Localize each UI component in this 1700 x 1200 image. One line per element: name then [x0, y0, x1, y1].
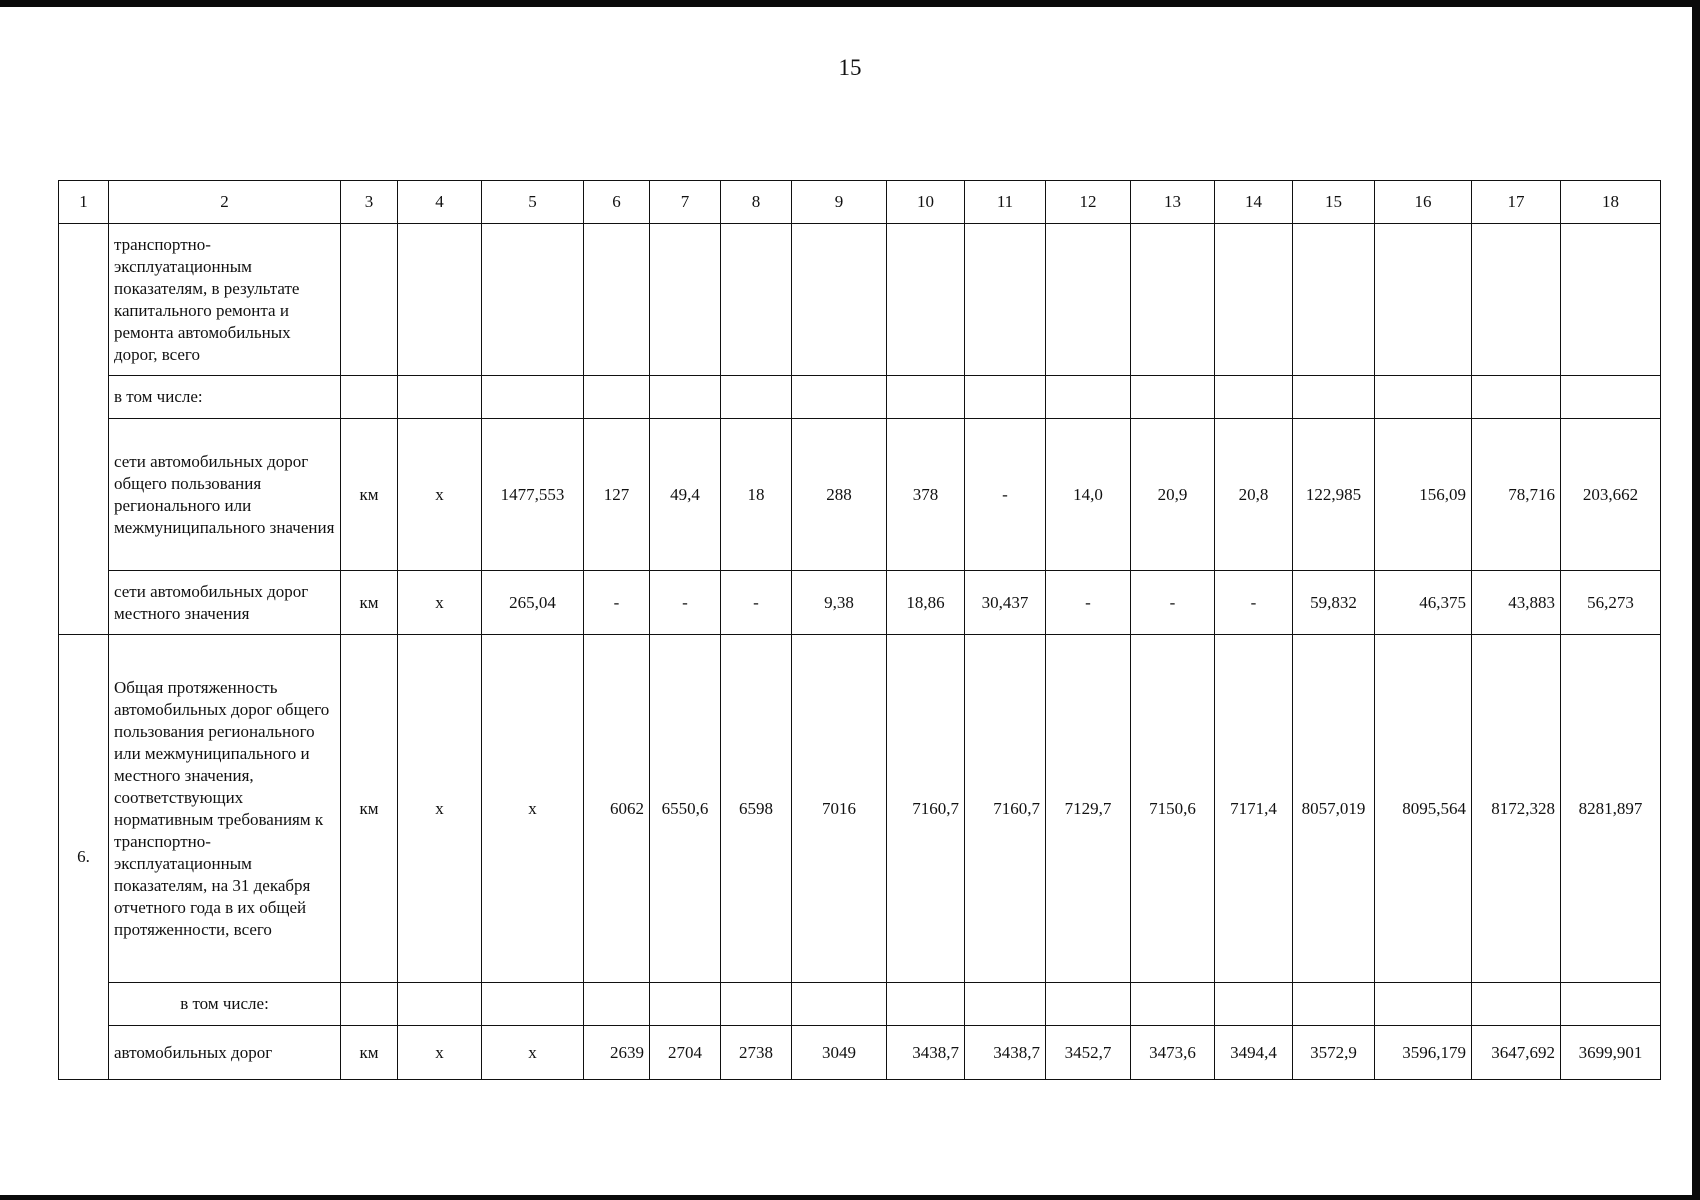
empty-cell — [398, 376, 482, 419]
value-cell: 3049 — [792, 1026, 887, 1080]
empty-cell — [965, 983, 1046, 1026]
empty-cell — [1293, 224, 1375, 376]
table-row — [59, 224, 1661, 376]
header-cell: 13 — [1131, 181, 1215, 224]
empty-cell — [792, 983, 887, 1026]
empty-cell — [1046, 376, 1131, 419]
value-cell: 56,273 — [1561, 571, 1661, 635]
value-cell: 43,883 — [1472, 571, 1561, 635]
value-cell: 156,09 — [1375, 419, 1472, 571]
value-cell: 14,0 — [1046, 419, 1131, 571]
data-table — [58, 180, 1661, 1080]
header-cell: 17 — [1472, 181, 1561, 224]
header-cell: 11 — [965, 181, 1046, 224]
value-cell: 8281,897 — [1561, 635, 1661, 983]
table-row — [59, 983, 1661, 1026]
empty-cell — [584, 376, 650, 419]
header-cell: 14 — [1215, 181, 1293, 224]
value-cell: х — [482, 635, 584, 983]
value-cell: 3494,4 — [1215, 1026, 1293, 1080]
empty-cell — [341, 983, 398, 1026]
empty-cell — [1472, 983, 1561, 1026]
empty-cell — [965, 376, 1046, 419]
empty-cell — [1215, 224, 1293, 376]
table-row — [59, 635, 1661, 983]
value-cell: 2704 — [650, 1026, 721, 1080]
empty-cell — [887, 224, 965, 376]
value-cell: 6598 — [721, 635, 792, 983]
empty-cell — [1046, 224, 1131, 376]
empty-cell — [1375, 376, 1472, 419]
value-cell: 8095,564 — [1375, 635, 1472, 983]
header-cell: 5 — [482, 181, 584, 224]
unit-cell: км — [341, 1026, 398, 1080]
value-cell: 3596,179 — [1375, 1026, 1472, 1080]
header-cell: 10 — [887, 181, 965, 224]
index-cell-empty — [59, 224, 109, 635]
value-cell: 3452,7 — [1046, 1026, 1131, 1080]
value-cell: 18 — [721, 419, 792, 571]
value-cell: 288 — [792, 419, 887, 571]
empty-cell — [398, 983, 482, 1026]
value-cell: 3572,9 — [1293, 1026, 1375, 1080]
empty-cell — [584, 224, 650, 376]
header-cell: 15 — [1293, 181, 1375, 224]
empty-cell — [792, 224, 887, 376]
table-row — [59, 1026, 1661, 1080]
header-cell: 4 — [398, 181, 482, 224]
value-cell: 7150,6 — [1131, 635, 1215, 983]
empty-cell — [792, 376, 887, 419]
value-cell: 7016 — [792, 635, 887, 983]
header-cell: 9 — [792, 181, 887, 224]
row-description: сети автомобильных дорог местного значения — [109, 571, 341, 635]
value-cell: 46,375 — [1375, 571, 1472, 635]
value-cell: х — [398, 1026, 482, 1080]
header-cell: 18 — [1561, 181, 1661, 224]
value-cell: 6550,6 — [650, 635, 721, 983]
row-index: 6. — [59, 635, 109, 1080]
value-cell: 378 — [887, 419, 965, 571]
empty-cell — [341, 224, 398, 376]
empty-cell — [1561, 983, 1661, 1026]
empty-cell — [1131, 224, 1215, 376]
value-cell: 20,9 — [1131, 419, 1215, 571]
empty-cell — [1472, 224, 1561, 376]
header-cell: 7 — [650, 181, 721, 224]
value-cell: 1477,553 — [482, 419, 584, 571]
value-cell: - — [965, 419, 1046, 571]
empty-cell — [1293, 376, 1375, 419]
row-description: транспортно-эксплуатационным показателям, в результате капитального ремонта и ремонта автомобильных дорог, всего — [109, 224, 341, 376]
value-cell: 7129,7 — [1046, 635, 1131, 983]
table-row — [59, 419, 1661, 571]
empty-cell — [721, 376, 792, 419]
value-cell: 78,716 — [1472, 419, 1561, 571]
header-cell: 1 — [59, 181, 109, 224]
value-cell: 7171,4 — [1215, 635, 1293, 983]
value-cell: х — [398, 419, 482, 571]
value-cell: 3473,6 — [1131, 1026, 1215, 1080]
empty-cell — [1046, 983, 1131, 1026]
value-cell: - — [1131, 571, 1215, 635]
value-cell: 18,86 — [887, 571, 965, 635]
table-row — [59, 376, 1661, 419]
row-description: в том числе: — [109, 376, 341, 419]
header-row — [59, 181, 1661, 224]
empty-cell — [1293, 983, 1375, 1026]
value-cell: 127 — [584, 419, 650, 571]
header-cell: 8 — [721, 181, 792, 224]
value-cell: 3647,692 — [1472, 1026, 1561, 1080]
value-cell: 2639 — [584, 1026, 650, 1080]
header-cell: 3 — [341, 181, 398, 224]
row-description: Общая протяженность автомобильных дорог общего пользования регионального или межмуниципального и местного значения, соответствующих нормативным требованиям к транспортно-эксплуатационным показателям, на 31 декабря отчетного года в их общей протяженности, всего — [109, 635, 341, 983]
unit-cell: км — [341, 635, 398, 983]
empty-cell — [1561, 224, 1661, 376]
empty-cell — [887, 983, 965, 1026]
empty-cell — [341, 376, 398, 419]
value-cell: 20,8 — [1215, 419, 1293, 571]
value-cell: - — [1046, 571, 1131, 635]
empty-cell — [1131, 376, 1215, 419]
empty-cell — [1131, 983, 1215, 1026]
value-cell: 203,662 — [1561, 419, 1661, 571]
scan-border-right — [1692, 0, 1700, 1200]
scan-border-bottom — [0, 1195, 1700, 1200]
empty-cell — [1215, 376, 1293, 419]
value-cell: 7160,7 — [965, 635, 1046, 983]
header-cell: 16 — [1375, 181, 1472, 224]
value-cell: - — [721, 571, 792, 635]
header-cell: 6 — [584, 181, 650, 224]
table-row — [59, 571, 1661, 635]
value-cell: 8057,019 — [1293, 635, 1375, 983]
row-description: автомобильных дорог — [109, 1026, 341, 1080]
value-cell: 30,437 — [965, 571, 1046, 635]
value-cell: 9,38 — [792, 571, 887, 635]
empty-cell — [721, 224, 792, 376]
value-cell: 2738 — [721, 1026, 792, 1080]
unit-cell: км — [341, 571, 398, 635]
empty-cell — [398, 224, 482, 376]
value-cell: - — [584, 571, 650, 635]
empty-cell — [1561, 376, 1661, 419]
value-cell: 7160,7 — [887, 635, 965, 983]
value-cell: 265,04 — [482, 571, 584, 635]
empty-cell — [482, 224, 584, 376]
value-cell: 6062 — [584, 635, 650, 983]
value-cell: - — [650, 571, 721, 635]
value-cell: 3438,7 — [887, 1026, 965, 1080]
empty-cell — [887, 376, 965, 419]
empty-cell — [1215, 983, 1293, 1026]
empty-cell — [1375, 983, 1472, 1026]
empty-cell — [650, 983, 721, 1026]
value-cell: 59,832 — [1293, 571, 1375, 635]
empty-cell — [482, 376, 584, 419]
value-cell: х — [398, 635, 482, 983]
value-cell: 49,4 — [650, 419, 721, 571]
page-number: 15 — [838, 55, 862, 80]
empty-cell — [482, 983, 584, 1026]
value-cell: х — [398, 571, 482, 635]
value-cell: х — [482, 1026, 584, 1080]
empty-cell — [721, 983, 792, 1026]
value-cell: - — [1215, 571, 1293, 635]
value-cell: 3438,7 — [965, 1026, 1046, 1080]
scan-border-top — [0, 0, 1700, 7]
empty-cell — [1375, 224, 1472, 376]
row-description: в том числе: — [109, 983, 341, 1026]
unit-cell: км — [341, 419, 398, 571]
value-cell: 3699,901 — [1561, 1026, 1661, 1080]
value-cell: 122,985 — [1293, 419, 1375, 571]
header-cell: 2 — [109, 181, 341, 224]
empty-cell — [965, 224, 1046, 376]
empty-cell — [1472, 376, 1561, 419]
empty-cell — [650, 224, 721, 376]
empty-cell — [584, 983, 650, 1026]
row-description: сети автомобильных дорог общего пользования регионального или межмуниципального значения — [109, 419, 341, 571]
header-cell: 12 — [1046, 181, 1131, 224]
empty-cell — [650, 376, 721, 419]
value-cell: 8172,328 — [1472, 635, 1561, 983]
